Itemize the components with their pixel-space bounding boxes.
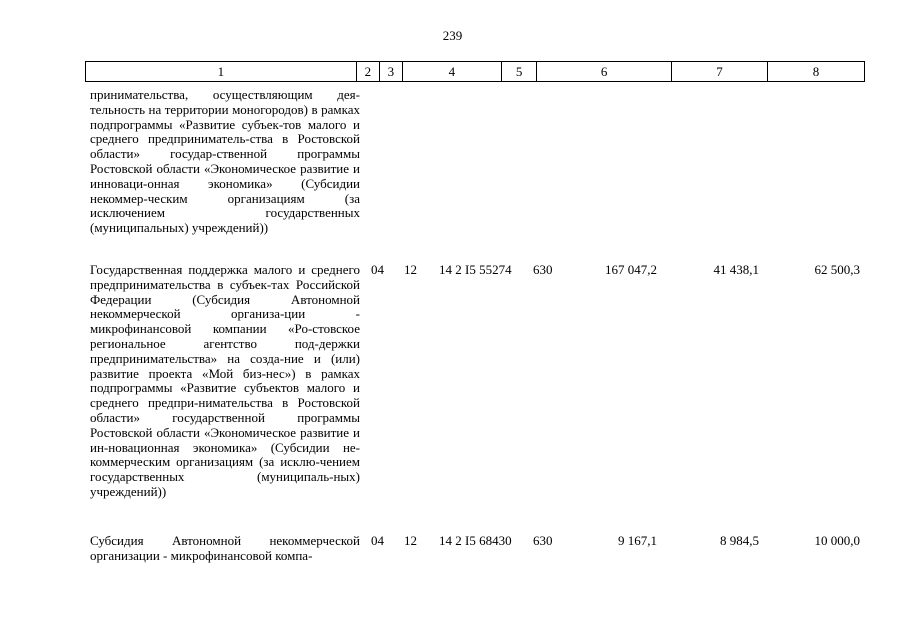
row-3-col-6: 9 167,1 xyxy=(618,533,657,548)
row-3-col-7: 8 984,5 xyxy=(720,533,759,548)
header-col-2: 2 xyxy=(357,62,380,81)
row-2-description: Государственная поддержка малого и среднего предпринимательства в субъек-тах Российской Федерации (Субсидия Автономной некоммерческой организа-ции - микрофинансовой компании «Ро-стовское региональное агентство под-держки предпринимательства» на созда-ние и (или) развитие проекта «Мой биз-нес») в рамках подпрограммы «Развитие субъектов малого и среднего предпри-нимательства в Ростовской области» государственной программы Ростовской области «Экономическое развитие и ин-новационная экономика» (Субсидии не-коммерческим организациям (за исклю-чением государственных (муниципаль-ных) учреждений)) xyxy=(90,262,360,499)
row-2-col-4: 14 2 I5 55274 xyxy=(439,262,512,277)
table-header-row xyxy=(85,61,865,82)
row-2-col-2: 04 xyxy=(371,262,384,277)
header-col-5: 5 xyxy=(502,62,538,81)
row-3-col-3: 12 xyxy=(404,533,417,548)
row-1-description: принимательства, осуществляющим дея-тельность на территории моногородов) в рамках подпрограммы «Развитие субъек-тов малого и среднего предприниматель-ства в Ростовской области» государ-ственной программы Ростовской области «Экономическое развитие и инноваци-онная экономика» (Субсидии некоммер-ческим организациям (за исключением государственных (муниципальных) учреждений)) xyxy=(90,87,360,236)
header-col-6: 6 xyxy=(537,62,671,81)
row-2-col-6: 167 047,2 xyxy=(605,262,657,277)
header-col-4: 4 xyxy=(403,62,502,81)
header-col-8: 8 xyxy=(812,64,820,79)
row-2-col-5: 630 xyxy=(533,262,553,277)
header-col-1: 1 xyxy=(86,62,357,81)
page-number: 239 xyxy=(442,28,463,43)
row-3-col-5: 630 xyxy=(533,533,553,548)
row-3-description: Субсидия Автономной некоммерческой организации - микрофинансовой компа- xyxy=(90,533,360,563)
row-3-col-8: 10 000,0 xyxy=(814,533,860,548)
row-2-col-3: 12 xyxy=(404,262,417,277)
header-col-7: 7 xyxy=(672,62,768,81)
row-3-col-4: 14 2 I5 68430 xyxy=(439,533,512,548)
row-2-col-8: 62 500,3 xyxy=(814,262,860,277)
row-3-col-2: 04 xyxy=(371,533,384,548)
header-col-3: 3 xyxy=(380,62,403,81)
row-2-col-7: 41 438,1 xyxy=(713,262,759,277)
